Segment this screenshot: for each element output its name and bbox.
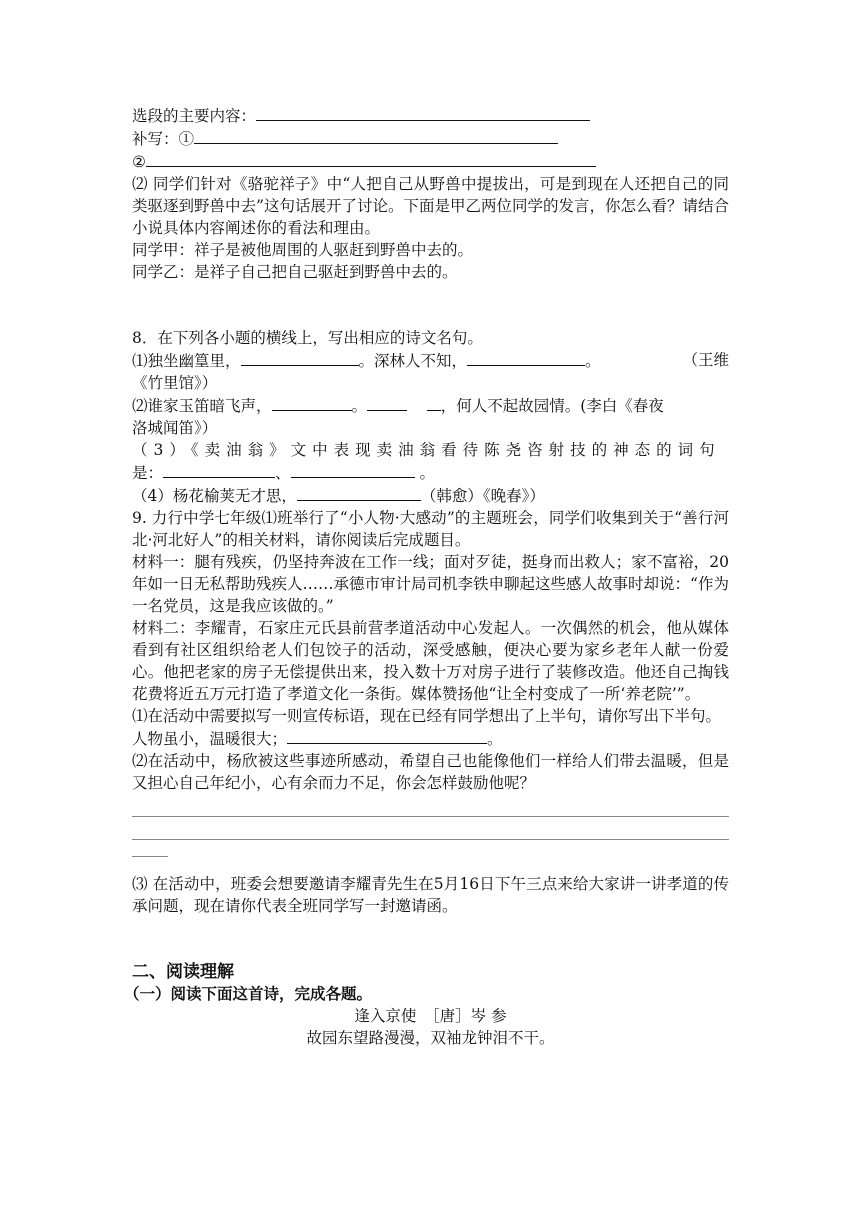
q9-slogan-blank[interactable] [287,727,487,744]
answer-rule-3-wrap [132,840,729,863]
q8-item2: ⑵谁家玉笛暗飞声， 。 ，何人不起故园情。(李白《春夜 [132,394,729,417]
worksheet-page [124,104,729,1049]
subsection-heading: （一）阅读下面这首诗，完成各题。 [124,985,373,1003]
q8-item1-ref: 《竹里馆》） [132,374,218,392]
answer-rule-3[interactable] [132,840,168,857]
spacer [132,917,729,961]
q8-item4: （4）杨花榆荚无才思， （韩愈）《晚春》） [132,484,729,507]
answer-rule-2[interactable] [132,817,729,840]
q8-item2-ref: 洛城闻笛》） [132,419,218,437]
q9-part3: ⑶ 在活动中，班委会想要邀请李耀青先生在5月16日下午三点来给大家讲一讲孝道的传承问题，现在请你代表全班同学写一封邀请函。 [132,875,729,915]
q8-title: 8．在下列各小题的横线上，写出相应的诗文名句。 [132,329,483,347]
q9-slogan: 人物虽小，温暖很大； 。 [132,727,729,750]
supplement-blank-1[interactable] [194,127,558,144]
q8-item2-blank-2a[interactable] [367,394,407,411]
q8-item2-blank-1[interactable] [272,394,352,411]
summary-blank[interactable] [256,104,590,121]
answer-rule-1[interactable] [132,794,729,817]
q8-item1-blank-2[interactable] [467,349,585,366]
supplement-line-2: ② [132,150,729,173]
summary-line: 选段的主要内容： [132,104,729,127]
q8-item3-blank-1[interactable] [163,461,275,478]
q9-material-2: 材料二：李耀青，石家庄元氏县前营孝道活动中心发起人。一次偶然的机会，他从媒体看到有社区组织给老人们包饺子的活动，深受感触，便决心要为家乡老年人献一份爱心。他把老家的房子无偿提供出来，投入数十万对房子进行了装修改造。他还自己掏钱花费将近五万元打造了孝道文化一条街。媒体赞扬他“让全村变成了一所‘养老院’”。 [132,619,729,703]
q8-item1-blank-1[interactable] [241,349,359,366]
supplement-blank-2[interactable] [146,150,596,167]
q8-item3: （3）《卖油翁》文中表现卖油翁看待陈尧咨射技的神态的词句 [132,441,721,459]
q8-item2-blank-2b[interactable] [427,394,441,411]
student-a-statement: 同学甲：祥子是被他周围的人驱赶到野兽中去的。 [132,241,474,259]
supplement-line-1: 补写：① [132,127,729,150]
poem-line-1: 故园东望路漫漫，双袖龙钟泪不干。 [306,1029,555,1047]
q8-item1: ⑴独坐幽篁里， 。深林人不知， 。 （王维 [132,351,729,370]
q8-item3-answer: 是： 、 。 [132,461,729,484]
poem-title: 逢入京使 ［唐］岑 参 [354,1007,507,1025]
q9-part2: ⑵在活动中，杨欣被这些事迹所感动，希望自己也能像他们一样给人们带去温暖，但是又担心自己年纪小，心有余而力不足，你会怎样鼓励他呢？ [132,752,729,792]
spacer [132,863,729,873]
q8-item4-blank[interactable] [297,484,421,501]
q9-material-1: 材料一：腿有残疾，仍坚持奔波在工作一线；面对歹徒，挺身而出救人；家不富裕，20年如一日无私帮助残疾人……承德市审计局司机李铁申聊起这些感人故事时却说：“作为一名党员，这是我应该做的。” [132,553,729,615]
q8-item3-blank-2[interactable] [291,461,415,478]
q7-part2-text: ⑵ 同学们针对《骆驼祥子》中“人把自己从野兽中提拔出，可是到现在人还把自己的同类驱逐到野兽中去”这句话展开了讨论。下面是甲乙两位同学的发言，你怎么看？请结合小说具体内容阐述你的看法和理由。 [132,175,729,237]
spacer [132,283,729,327]
student-b-statement: 同学乙：是祥子自己把自己驱赶到野兽中去的。 [132,263,458,281]
section-heading: 二、阅读理解 [132,962,234,982]
q9-part1: ⑴在活动中需要拟写一则宣传标语，现在已经有同学想出了上半句，请你写出下半句。 [132,707,722,725]
q9-intro: 9. 力行中学七年级⑴班举行了“小人物·大感动”的主题班会，同学们收集到关于“善行河北·河北好人”的相关材料，请你阅读后完成题目。 [132,509,729,549]
